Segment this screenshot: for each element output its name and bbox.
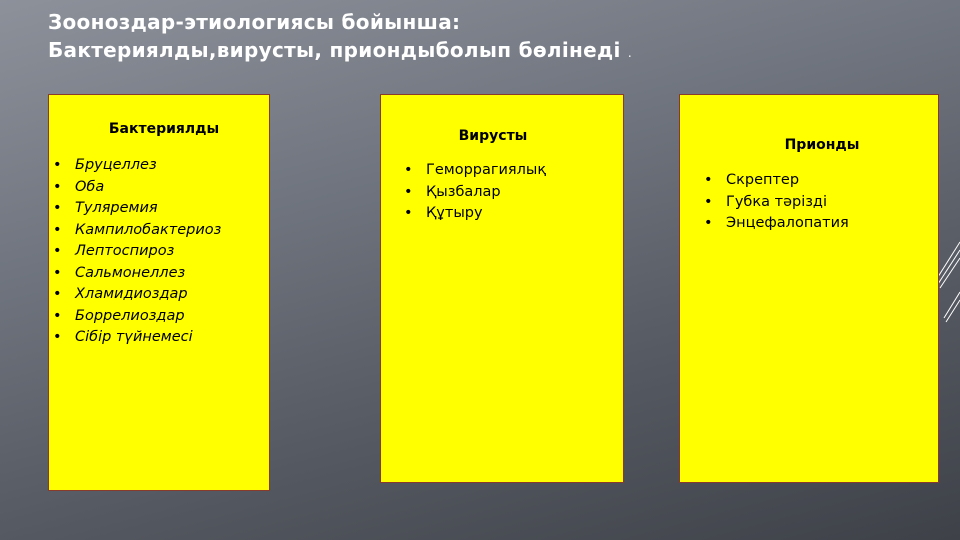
slide-title-line-2-text: Бактериялды,вирусты, приондыболып бөлінеді xyxy=(48,38,621,62)
slide-title-dot: . xyxy=(627,46,632,60)
list-item: • Хламидиоздар xyxy=(49,284,269,306)
list-item: • Сібір түйнемесі xyxy=(49,327,269,349)
viral-box xyxy=(380,94,624,483)
bacterial-heading: Бактериялды xyxy=(108,121,220,137)
list-item: • Бруцеллез xyxy=(49,155,269,177)
slide-title-line-1: Зооноздар-этиологиясы бойынша: xyxy=(48,10,461,34)
list-item: • Құтыру xyxy=(400,203,623,225)
prion-list xyxy=(680,170,938,235)
bacterial-box xyxy=(48,94,270,491)
list-item: • Туляремия xyxy=(49,198,269,220)
list-item: • Боррелиоздар xyxy=(49,306,269,328)
list-item: • Энцефалопатия xyxy=(700,213,938,235)
list-item: • Қызбалар xyxy=(400,182,623,204)
prion-heading: Прионды xyxy=(784,137,860,153)
prion-box xyxy=(679,94,939,483)
slide-title-line-2 xyxy=(48,36,908,67)
list-item: • Оба xyxy=(49,177,269,199)
list-item: • Губка тәрізді xyxy=(700,192,938,214)
list-item: • Лептоспироз xyxy=(49,241,269,263)
list-item: • Сальмонеллез xyxy=(49,263,269,285)
viral-list xyxy=(381,160,623,225)
bacterial-list xyxy=(49,155,269,349)
viral-heading: Вирусты xyxy=(458,128,528,144)
slide-title xyxy=(48,8,908,67)
list-item: • Кампилобактериоз xyxy=(49,220,269,242)
list-item: • Скрептер xyxy=(700,170,938,192)
list-item: • Геморрагиялық xyxy=(400,160,623,182)
